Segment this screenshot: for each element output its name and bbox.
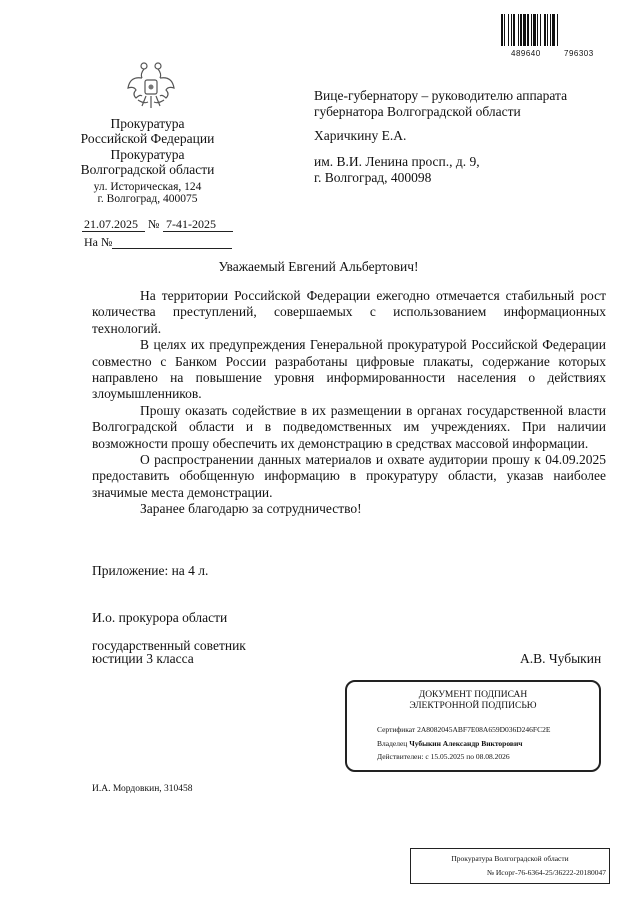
stamp-title: ДОКУМЕНТ ПОДПИСАН ЭЛЕКТРОННОЙ ПОДПИСЬЮ — [409, 690, 537, 711]
regbox-org: Прокуратура Волгоградской области — [451, 854, 569, 863]
addressee-address: им. В.И. Ленина просп., д. 9, г. Волгоград, 400098 — [314, 154, 480, 185]
stamp-owner: Владелец Чубыкин Александр Викторович — [377, 739, 523, 748]
barcode — [500, 14, 604, 46]
signatory-rank-line2: юстиции 3 класса — [92, 651, 194, 666]
salutation: Уважаемый Евгений Альбертович! — [218, 259, 419, 274]
reg-number-sign: № — [148, 217, 160, 231]
barcode-left-number: 489640 — [511, 49, 541, 58]
reg-number: 7-41-2025 — [166, 217, 216, 231]
barcode-right-number: 796303 — [564, 49, 594, 58]
paragraph: В целях их предупреждения Генеральной прокуратурой Российской Федерации совместно с Банком России разработаны цифровые плакаты, содержание которых направлено на повышение уровня информированности населения о действиях злоумышленников. — [92, 337, 606, 402]
coat-of-arms-icon — [126, 60, 176, 112]
sender-org-russia: Прокуратура Российской Федерации — [80, 116, 215, 146]
sender-address: ул. Историческая, 124 г. Волгоград, 400075 — [93, 181, 202, 205]
signatory-name: А.В. Чубыкин — [520, 651, 602, 666]
addressee-position: Вице-губернатору – руководителю аппарата губернатора Волгоградской области — [314, 88, 568, 119]
letter-body — [92, 288, 606, 518]
reply-underline — [112, 248, 232, 249]
paragraph: О распространении данных материалов и охвате аудитории прошу к 04.09.2025 предоставить обобщенную информацию в прокуратуру области, указав наиболее значимые места демонстрации. — [92, 452, 606, 500]
attachment-note: Приложение: на 4 л. — [92, 563, 209, 578]
electronic-signature-stamp — [345, 680, 601, 772]
regbox-number: № Исорг-76-6364-25/36222-20180047 — [486, 868, 606, 877]
stamp-validity: Действителен: с 15.05.2025 по 08.08.2026 — [377, 752, 510, 761]
paragraph: Заранее благодарю за сотрудничество! — [140, 501, 362, 517]
addressee-name: Харичкину Е.А. — [314, 128, 407, 143]
reg-number-underline — [163, 231, 233, 232]
reg-date: 21.07.2025 — [84, 217, 138, 231]
paragraph: На территории Российской Федерации ежегодно отмечается стабильный рост количества преступлений, совершаемых с использованием информационных технологий. — [92, 288, 606, 336]
reply-label: На № — [84, 235, 113, 249]
reg-date-underline — [82, 231, 145, 232]
executor-info: И.А. Мордовкин, 310458 — [92, 784, 193, 794]
sender-org-volgograd: Прокуратура Волгоградской области — [80, 147, 215, 177]
registration-box — [410, 848, 610, 884]
signatory-position: И.о. прокурора области — [92, 610, 228, 625]
stamp-certificate: Сертификат 2A8082045ABF7E08A659D036D246FC2E — [377, 725, 551, 734]
paragraph: Прошу оказать содействие в их размещении в органах государственной власти Волгоградской области и в подведомственных им учреждениях. При наличии возможности прошу обеспечить их демонстрацию в средствах массовой информации. — [92, 402, 606, 451]
signatory-rank-line1: государственный советник — [92, 638, 246, 653]
